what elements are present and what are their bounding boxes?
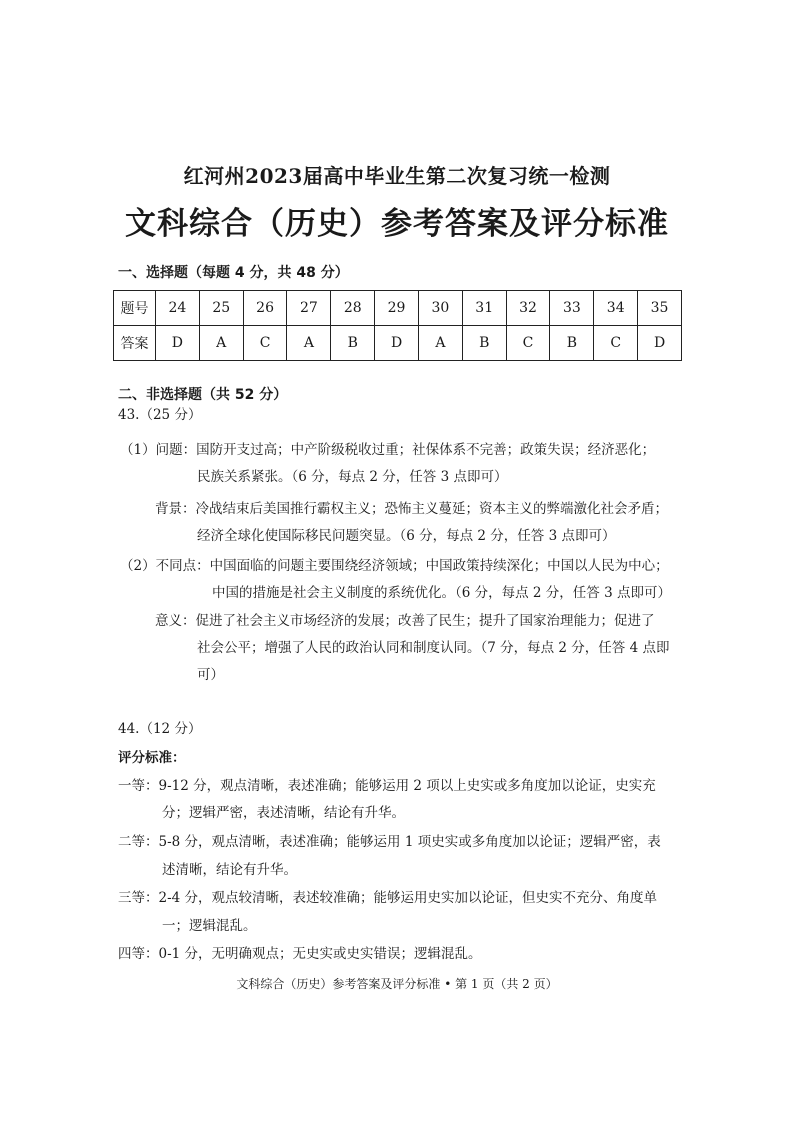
q43-line: 可） [197, 667, 224, 683]
question-number: 28 [331, 291, 375, 326]
answer-cell: C [506, 326, 550, 361]
q43-line: 意义：促进了社会主义市场经济的发展；改善了民生；提升了国家治理能力；促进了 [155, 613, 655, 629]
answer-cell: B [331, 326, 375, 361]
criteria-line: 二等：5-8 分，观点清晰，表述准确；能够运用 1 项史实或多角度加以论证；逻辑严密，表 [118, 834, 661, 850]
q43-line: 背景：冷战结束后美国推行霸权主义；恐怖主义蔓延；资本主义的弊端激化社会矛盾； [155, 501, 668, 517]
question-number: 24 [156, 291, 200, 326]
answer-cell: D [156, 326, 200, 361]
question-number: 26 [243, 291, 287, 326]
criteria-line: 三等：2-4 分，观点较清晰，表述较准确；能够运用史实加以论证，但史实不充分、角度单 [118, 890, 658, 906]
q44-label: 44.（12 分） [118, 721, 202, 737]
section1-heading: 一、选择题（每题 4 分，共 48 分） [118, 265, 349, 281]
q43-line: （2）不同点：中国面临的问题主要围绕经济领域；中国政策持续深化；中国以人民为中心； [120, 558, 669, 574]
question-number: 25 [199, 291, 243, 326]
question-number: 30 [418, 291, 462, 326]
answer-cell: A [287, 326, 331, 361]
question-number-row [114, 291, 682, 326]
q43-line: 社会公平；增强了人民的政治认同和制度认同。（7 分，每点 2 分，任答 4 点即 [197, 640, 670, 656]
answer-cell: B [550, 326, 594, 361]
criteria-line: 四等：0-1 分，无明确观点；无史实或史实错误；逻辑混乱。 [118, 946, 482, 962]
answer-cell: A [199, 326, 243, 361]
row-label: 题号 [114, 291, 156, 326]
section2-heading: 二、非选择题（共 52 分） [118, 387, 288, 403]
question-number: 34 [594, 291, 638, 326]
answer-cell: B [462, 326, 506, 361]
question-number: 35 [638, 291, 682, 326]
question-number: 33 [550, 291, 594, 326]
q43-line: 经济全球化使国际移民问题突显。（6 分，每点 2 分，任答 3 点即可） [197, 528, 616, 544]
q43-line: 中国的措施是社会主义制度的系统优化。（6 分，每点 2 分，任答 3 点即可） [212, 585, 671, 601]
answer-cell: C [594, 326, 638, 361]
answer-cell: D [375, 326, 419, 361]
question-number: 32 [506, 291, 550, 326]
answer-cell: D [638, 326, 682, 361]
answer-cell: A [418, 326, 462, 361]
row-label: 答案 [114, 326, 156, 361]
criteria-heading: 评分标准： [118, 750, 186, 766]
page-title: 文科综合（历史）参考答案及评分标准 [125, 206, 669, 242]
page-footer: 文科综合（历史）参考答案及评分标准 • 第 1 页（共 2 页） [236, 977, 558, 991]
criteria-line: 述清晰，结论有升华。 [162, 862, 297, 878]
q43-line: 民族关系紧张。（6 分，每点 2 分，任答 3 点即可） [197, 469, 508, 485]
answer-table [113, 290, 682, 361]
question-number: 29 [375, 291, 419, 326]
criteria-line: 分；逻辑严密，表述清晰，结论有升华。 [162, 805, 405, 821]
q43-line: （1）问题：国防开支过高；中产阶级税收过重；社保体系不完善；政策失误；经济恶化； [120, 442, 656, 458]
exam-subtitle: 红河州2023届高中毕业生第二次复习统一检测 [183, 164, 611, 188]
answer-cell: C [243, 326, 287, 361]
question-number: 27 [287, 291, 331, 326]
criteria-line: 一；逻辑混乱。 [162, 918, 257, 934]
q43-label: 43.（25 分） [118, 407, 202, 423]
criteria-line: 一等：9-12 分，观点清晰，表述准确；能够运用 2 项以上史实或多角度加以论证，史实充 [118, 778, 656, 794]
answer-row [114, 326, 682, 361]
question-number: 31 [462, 291, 506, 326]
